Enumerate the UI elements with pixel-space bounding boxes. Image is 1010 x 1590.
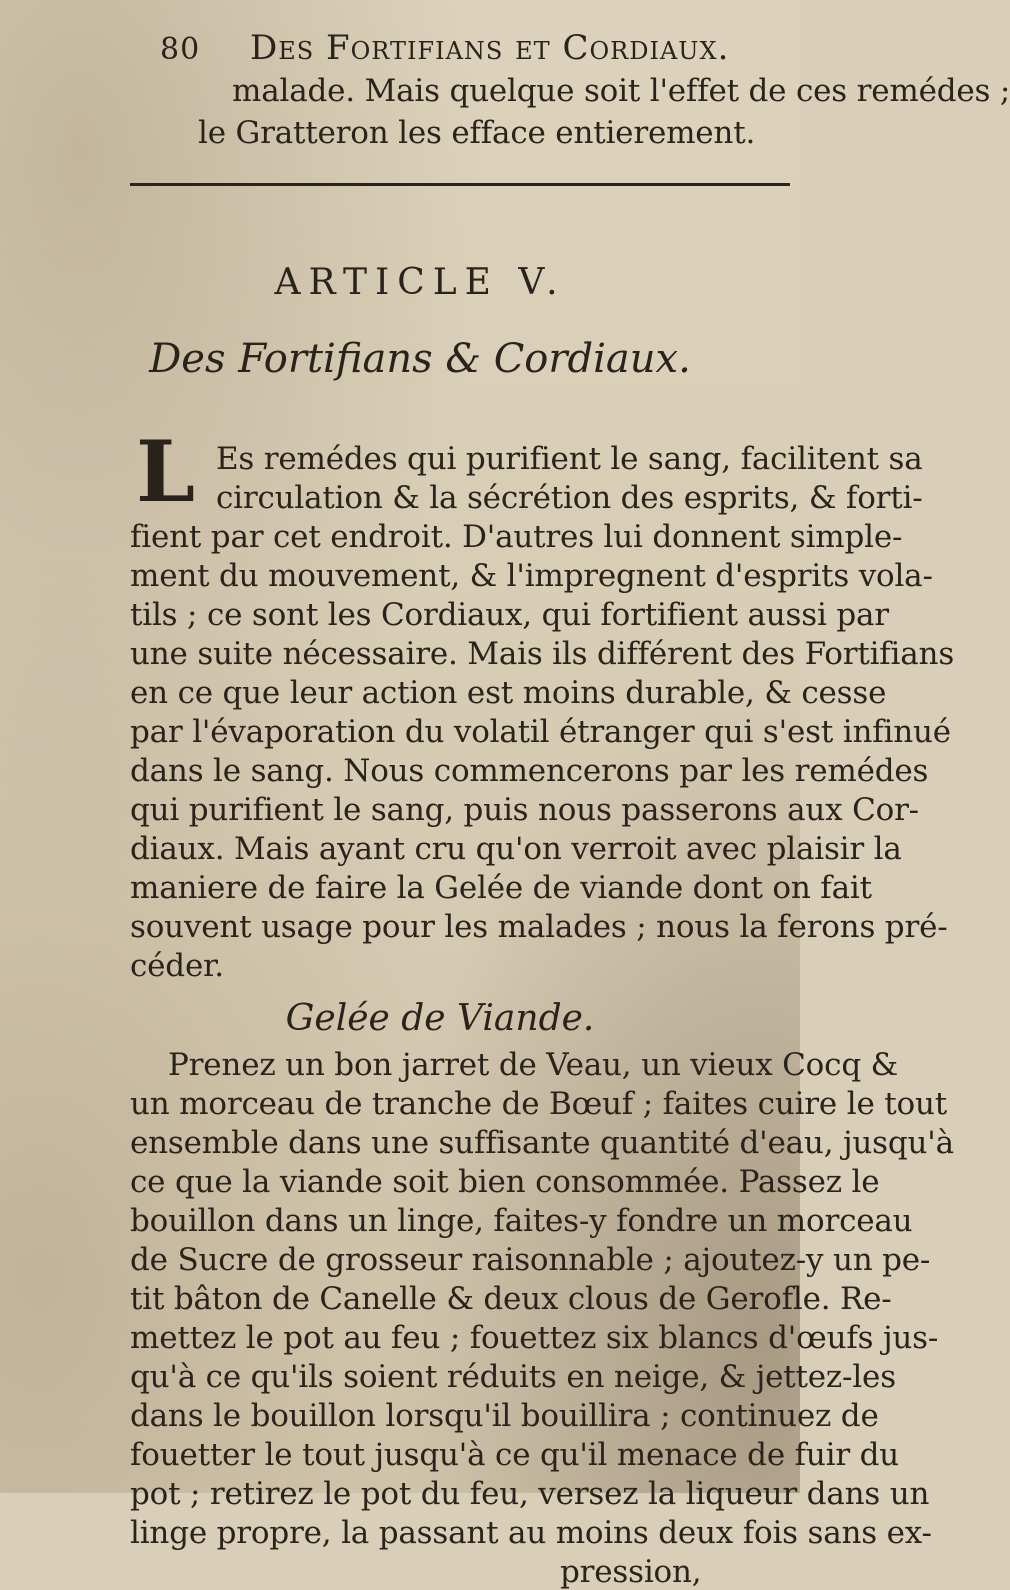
- intro-line-4: ment du mouvement, & l'impregnent d'esprits vola-: [130, 558, 933, 594]
- drop-cap: L: [136, 422, 196, 521]
- recipe-line-8: mettez le pot au feu ; fouettez six blancs d'œufs jus-: [130, 1320, 939, 1356]
- intro-line-9: dans le sang. Nous commencerons par les remédes: [130, 753, 929, 789]
- intro-line-13: souvent usage pour les malades ; nous la ferons pré-: [130, 909, 948, 945]
- intro-line-8: par l'évaporation du volatil étranger qui s'est infinué: [130, 714, 951, 750]
- intro-line-2: circulation & la sécrétion des esprits, & forti-: [216, 480, 923, 516]
- section-rule: [130, 183, 790, 186]
- recipe-line-5: bouillon dans un linge, faites-y fondre un morceau: [130, 1203, 913, 1239]
- intro-line-11: diaux. Mais ayant cru qu'on verroit avec plaisir la: [130, 831, 902, 867]
- intro-line-10: qui purifient le sang, puis nous passerons aux Cor-: [130, 792, 919, 828]
- recipe-line-11: fouetter le tout jusqu'à ce qu'il menace de fuir du: [130, 1437, 900, 1473]
- recipe-line-7: tit bâton de Canelle & deux clous de Gerofle. Re-: [130, 1281, 892, 1317]
- intro-line-12: maniere de faire la Gelée de viande dont on fait: [130, 870, 872, 906]
- intro-line-3: fient par cet endroit. D'autres lui donnent simple-: [130, 519, 903, 555]
- recipe-line-1: Prenez un bon jarret de Veau, un vieux Cocq &: [168, 1047, 899, 1083]
- running-head-title: Des Fortifians et Cordiaux.: [250, 28, 730, 68]
- recipe-line-3: ensemble dans une suffisante quantité d'eau, jusqu'à: [130, 1125, 954, 1161]
- intro-line-7: en ce que leur action est moins durable, & cesse: [130, 675, 887, 711]
- intro-line-1: Es remédes qui purifient le sang, facilitent sa: [216, 441, 923, 477]
- recipe-title: Gelée de Viande.: [285, 998, 595, 1039]
- carryover-line-2: le Gratteron les efface entierement.: [198, 115, 756, 151]
- section-title: Des Fortifians & Cordiaux.: [149, 336, 691, 382]
- recipe-line-12: pot ; retirez le pot du feu, versez la liqueur dans un: [130, 1476, 930, 1512]
- running-head: [160, 28, 760, 68]
- intro-line-6: une suite nécessaire. Mais ils différent des Fortifians: [130, 636, 955, 672]
- article-heading: ARTICLE V.: [274, 262, 566, 303]
- recipe-line-10: dans le bouillon lorsqu'il bouillira ; continuez de: [130, 1398, 879, 1434]
- recipe-line-4: ce que la viande soit bien consommée. Passez le: [130, 1164, 880, 1200]
- recipe-line-6: de Sucre de grosseur raisonnable ; ajoutez-y un pe-: [130, 1242, 931, 1278]
- intro-line-14: céder.: [130, 948, 224, 984]
- page-number: 80: [160, 32, 201, 67]
- recipe-line-14: pression,: [560, 1554, 702, 1590]
- carryover-line-1: malade. Mais quelque soit l'effet de ces remédes ;: [232, 73, 1010, 109]
- intro-line-5: tils ; ce sont les Cordiaux, qui fortifient aussi par: [130, 597, 889, 633]
- recipe-line-2: un morceau de tranche de Bœuf ; faites cuire le tout: [130, 1086, 947, 1122]
- recipe-line-9: qu'à ce qu'ils soient réduits en neige, & jettez-les: [130, 1359, 896, 1395]
- recipe-line-13: linge propre, la passant au moins deux fois sans ex-: [130, 1515, 932, 1551]
